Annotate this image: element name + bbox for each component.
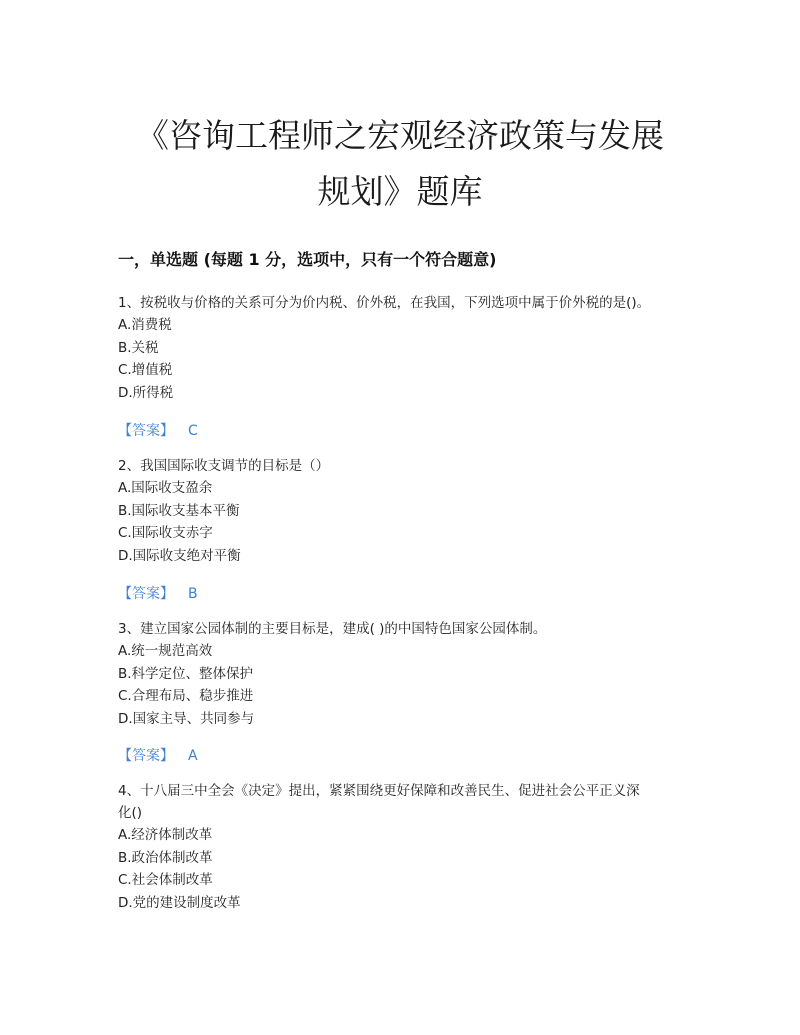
option-c: C.合理布局、稳步推进 — [118, 688, 254, 704]
title-line-2: 规划》题库 — [317, 172, 483, 211]
answer-label: 【答案】 — [118, 748, 174, 764]
option-d: D.国际收支绝对平衡 — [118, 547, 241, 564]
option-a: A.统一规范高效 — [118, 643, 213, 659]
answer-1 — [118, 420, 198, 440]
option-a: A.经济体制改革 — [118, 827, 213, 843]
question-stem-line-1: 4、十八届三中全会《决定》提出，紧紧围绕更好保障和改善民生、促进社会公平正义深 — [118, 783, 640, 799]
option-c: C.国际收支赤字 — [118, 525, 213, 541]
answer-3 — [118, 745, 198, 765]
question-3 — [118, 618, 688, 730]
option-d: D.国家主导、共同参与 — [118, 710, 255, 727]
answer-label: 【答案】 — [118, 586, 174, 602]
option-b: B.关税 — [118, 339, 159, 356]
question-1 — [118, 292, 688, 404]
question-stem: 2、我国国际收支调节的目标是（） — [118, 458, 330, 474]
question-4 — [118, 780, 688, 914]
question-stem-line-2: 化() — [118, 805, 143, 821]
option-c: C.增值税 — [118, 362, 173, 378]
option-b: B.科学定位、整体保护 — [118, 665, 254, 682]
answer-value: B — [188, 586, 198, 602]
answer-label: 【答案】 — [118, 423, 174, 439]
option-d: D.所得税 — [118, 384, 174, 401]
option-c: C.社会体制改革 — [118, 872, 213, 888]
title-line-1: 《咨询工程师之宏观经济政策与发展 — [136, 116, 664, 155]
answer-value: C — [188, 423, 198, 439]
option-d: D.党的建设制度改革 — [118, 894, 241, 911]
option-a: A.国际收支盈余 — [118, 480, 213, 496]
question-2 — [118, 455, 688, 567]
question-stem: 3、建立国家公园体制的主要目标是，建成( )的中国特色国家公园体制。 — [118, 621, 547, 637]
option-a: A.消费税 — [118, 317, 172, 333]
answer-value: A — [188, 748, 198, 764]
option-b: B.国际收支基本平衡 — [118, 502, 240, 519]
section-heading: 一，单选题 (每题 1 分，选项中，只有一个符合题意) — [118, 250, 497, 269]
question-stem: 1、按税收与价格的关系可分为价内税、价外税，在我国，下列选项中属于价外税的是()。 — [118, 295, 651, 311]
option-b: B.政治体制改革 — [118, 849, 213, 866]
document-title — [90, 108, 710, 220]
answer-2 — [118, 583, 198, 603]
